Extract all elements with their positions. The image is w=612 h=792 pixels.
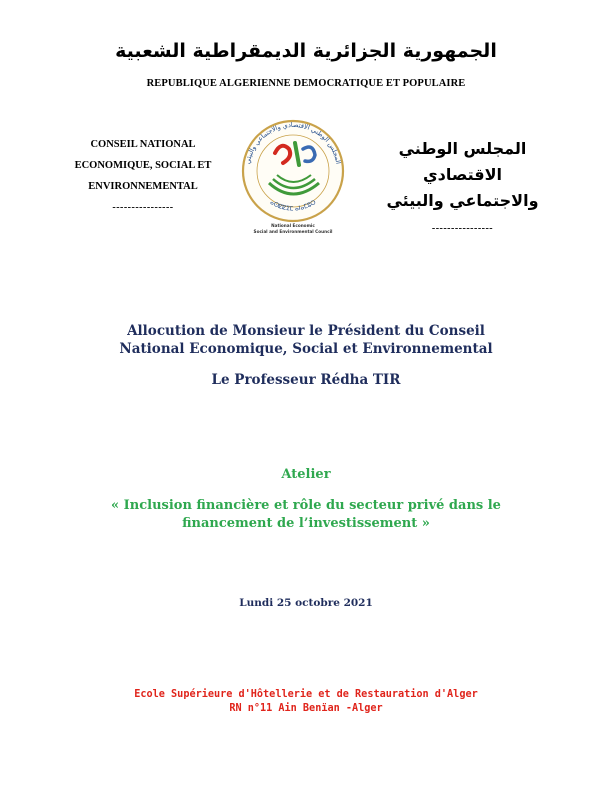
french-republic-title: REPUBLIQUE ALGERIENNE DEMOCRATIQUE ET POPULAIRE (146, 78, 466, 89)
council-name-french (58, 134, 228, 218)
speech-title-line2: National Economique, Social et Environnemental (119, 341, 493, 357)
speech-title-line1: Allocution de Monsieur le Président du Conseil (127, 323, 485, 339)
council-left-dashes: ---------------- (112, 202, 174, 213)
council-arabic-line2: والاجتماعي والبيئي (386, 191, 539, 210)
venue (60, 688, 552, 716)
council-name-line1: CONSEIL NATIONAL (90, 139, 196, 150)
workshop-label: Atelier (281, 467, 331, 482)
venue-line1: Ecole Supérieure d'Hôtellerie et de Restauration d'Alger (134, 689, 478, 700)
workshop-theme-line1: « Inclusion financière et rôle du secteur privé dans le (111, 498, 501, 513)
council-name-line2: ECONOMIQUE, SOCIAL ET (74, 160, 212, 171)
cnese-logo (233, 113, 353, 235)
workshop-theme (70, 497, 542, 533)
event-date: Lundi 25 octobre 2021 (239, 597, 373, 609)
logo-berber-ring-text: ⴰⵙⵇⵇⵉⵎ ⴰⵏⴰⵎⵓⵔ (268, 198, 318, 213)
logo-arabic-ring-text: المجلس الوطني الاقتصادي والاجتماعي والبيئي (243, 120, 343, 165)
arabic-republic-title: الجمهورية الجزائرية الديمقراطية الشعبية (115, 40, 497, 62)
council-right-dashes: ---------------- (431, 223, 494, 234)
cnese-logo-icon (233, 113, 353, 235)
council-name-arabic (380, 136, 545, 242)
council-name-line3: ENVIRONNEMENTAL (88, 181, 198, 192)
logo-caption-line2: Social and Environmental Council (253, 229, 333, 234)
logo-caption-line1: National Economic (271, 223, 315, 228)
council-arabic-line1: المجلس الوطني الاقتصادي (398, 139, 527, 184)
speaker-name: Le Professeur Rédha TIR (211, 372, 401, 388)
speech-title (60, 322, 552, 358)
workshop-theme-line2: financement de l’investissement » (182, 516, 430, 531)
venue-line2: RN n°11 Ain Benïan -Alger (229, 703, 383, 714)
